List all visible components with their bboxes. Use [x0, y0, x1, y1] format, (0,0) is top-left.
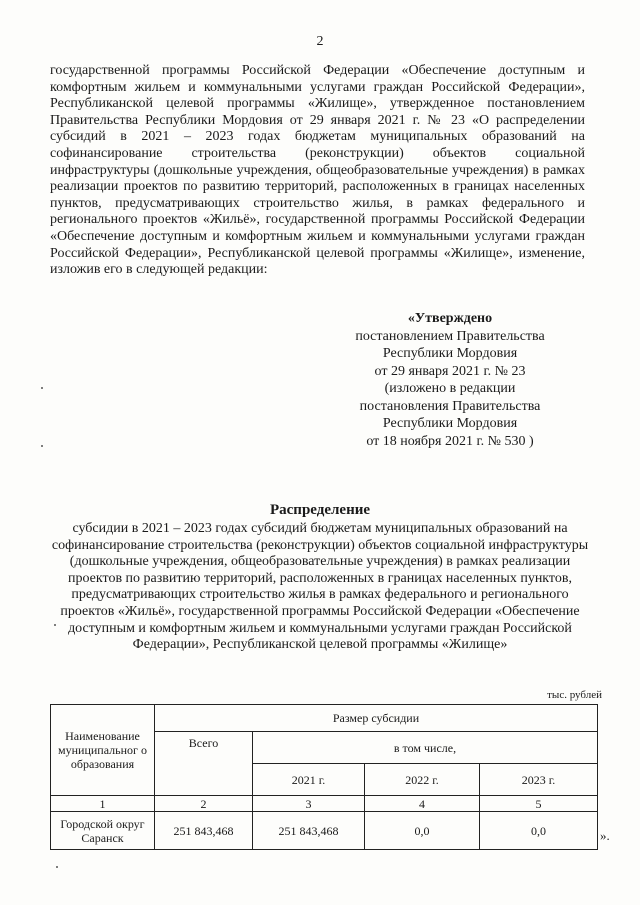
header-total: Всего [155, 732, 253, 796]
document-title: Распределение [269, 502, 371, 518]
approval-heading: «Утверждено [407, 311, 493, 326]
column-number: 1 [51, 796, 155, 812]
column-number: 2 [155, 796, 253, 812]
subsidy-table [50, 704, 598, 850]
header-year-2021: 2021 г. [253, 764, 365, 796]
approval-line: от 18 ноября 2021 г. № 530 ) [366, 433, 534, 449]
approval-block [300, 310, 600, 450]
scan-speck [41, 445, 43, 447]
page-number: 2 [316, 34, 324, 49]
column-number: 3 [253, 796, 365, 812]
header-year-2022: 2022 г. [365, 764, 480, 796]
approval-line: (изложено в редакции [384, 381, 516, 396]
column-number: 5 [480, 796, 598, 812]
approval-line: Республики Мордовия [382, 416, 518, 431]
cell-municipality: Городской округ Саранск [51, 812, 155, 850]
document-subtitle: субсидии в 2021 – 2023 годах субсидий бюджетам муниципальных образований на софинансирование строительства (реконструкции) объектов социальной инфраструктуры (дошкольные учреждения, общеобразовательные учреждения) в рамках реализации проектов по развитию территорий, расположенных в границах населенных пунктов, предусматривающих строительство жилья в рамках федерального и регионального проектов «Жильё», государственной программы Российской Федерации «Обеспечение доступным и комфортным жильем и коммунальными услугами граждан Российской Федерации», Республиканской целевой программы «Жилище» [51, 521, 589, 653]
scan-speck [56, 866, 58, 868]
header-municipality: Наименование муниципальног о образования [51, 705, 155, 796]
scan-speck [41, 387, 43, 389]
cell-2023: 0,0 [480, 812, 598, 850]
header-including: в том числе, [253, 732, 598, 764]
approval-line: от 29 января 2021 г. № 23 [374, 363, 526, 379]
closing-quote: ». [600, 828, 610, 843]
cell-total: 251 843,468 [155, 812, 253, 850]
units-label: тыс. рублей [547, 689, 602, 701]
column-number: 4 [365, 796, 480, 812]
table-row [51, 812, 598, 850]
approval-line: постановления Правительства [359, 398, 541, 414]
header-subsidy-size: Размер субсидии [155, 705, 598, 732]
scan-speck [54, 624, 56, 626]
header-year-2023: 2023 г. [480, 764, 598, 796]
intro-paragraph: государственной программы Российской Федерации «Обеспечение доступным и комфортным жильем и коммунальными услугами граждан Российской Федерации», Республиканской целевой программы «Жилище», утвержденное постановлением Правительства Республики Мордовия от 29 января 2021 г. № 23 «О распределении субсидий в 2021 – 2023 годах бюджетам муниципальных образований на софинансирование строительства (реконструкции) объектов социальной инфраструктуры (дошкольные учреждения, общеобразовательные учреждения) в рамках реализации проектов по развитию территорий, расположенных в границах населенных пунктов, предусматривающих строительство жилья, в рамках федерального и регионального проектов «Жильё», государственной программы Российской Федерации «Обеспечение доступным и комфортным жильем и коммунальными услугами граждан Российской Федерации», Республиканской целевой программы «Жилище», изменение, изложив его в следующей редакции: [50, 63, 585, 278]
approval-line: постановлением Правительства [355, 328, 545, 344]
cell-2022: 0,0 [365, 812, 480, 850]
approval-line: Республики Мордовия [382, 346, 518, 361]
cell-2021: 251 843,468 [253, 812, 365, 850]
